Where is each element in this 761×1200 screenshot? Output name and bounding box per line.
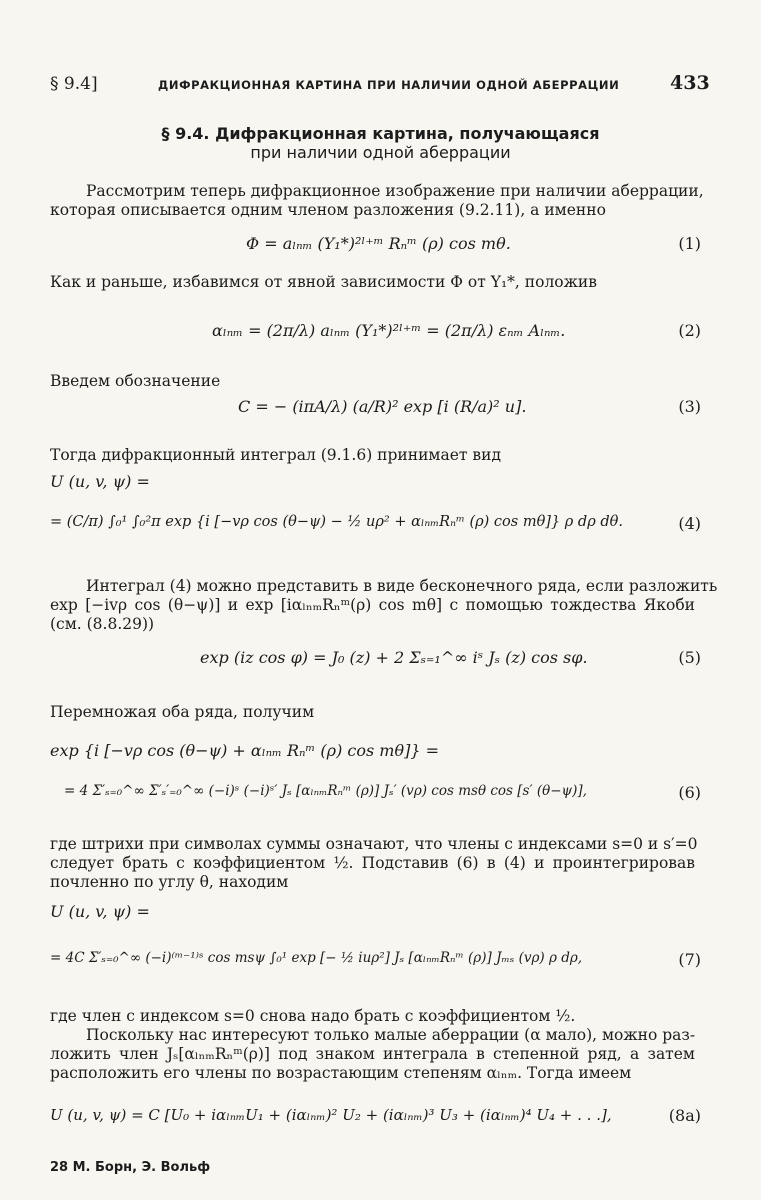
equation-6-lhs: exp {i [−vρ cos (θ−ψ) + αₗₙₘ Rₙᵐ (ρ) cos mθ]} = <box>50 741 440 760</box>
equation-8a: U (u, v, ψ) = C [U₀ + iαₗₙₘU₁ + (iαₗₙₘ)² U₂ + (iαₗₙₘ)³ U₃ + (iαₗₙₘ)⁴ U₄ + . . .], <box>50 1106 612 1124</box>
section-title-line1: § 9.4. Дифракционная картина, получающаяся <box>161 124 600 143</box>
paragraph-9-line-2: ложить член Jₛ[αₗₙₘRₙᵐ(ρ)] под знаком интеграла в степенной ряд, а затем <box>50 1045 695 1063</box>
equation-1: Φ = aₗₙₘ (Y₁*)²ˡ⁺ᵐ Rₙᵐ (ρ) cos mθ. <box>246 234 511 253</box>
equation-7-number: (7) <box>678 950 701 969</box>
equation-6-number: (6) <box>678 783 701 802</box>
footer-signature: 28 М. Борн, Э. Вольф <box>50 1160 211 1175</box>
equation-2-number: (2) <box>678 321 701 340</box>
paragraph-7-line-1: где штрихи при символах суммы означают, что члены с индексами s=0 и s′=0 <box>50 835 698 853</box>
equation-7-lhs: U (u, v, ψ) = <box>50 902 150 921</box>
equation-7-rhs: = 4C Σ′ₛ₌₀^∞ (−i)⁽ᵐ⁻¹⁾ˢ cos msψ ∫₀¹ exp [− ½ iuρ²] Jₛ [αₗₙₘRₙᵐ (ρ)] Jₘₛ (vρ) ρ dρ, <box>50 950 583 966</box>
paragraph-4: Тогда дифракционный интеграл (9.1.6) принимает вид <box>50 446 501 464</box>
paragraph-5-line-1: Интеграл (4) можно представить в виде бесконечного ряда, если разложить <box>86 577 718 595</box>
equation-3-number: (3) <box>678 397 701 416</box>
equation-3: C = − (iπA/λ) (a/R)² exp [i (R/a)² u]. <box>238 397 527 416</box>
header-page-number: 433 <box>670 72 710 94</box>
paragraph-1-line-1: Рассмотрим теперь дифракционное изображение при наличии аберрации, <box>86 182 704 200</box>
equation-6-rhs: = 4 Σ′ₛ₌₀^∞ Σ′ₛ′₌₀^∞ (−i)ˢ (−i)ˢ′ Jₛ [αₗₙₘRₙᵐ (ρ)] Jₛ′ (vρ) cos msθ cos [s′ (θ−ψ)], <box>64 783 587 799</box>
paragraph-5-line-2: exp [−ivρ cos (θ−ψ)] и exp [iαₗₙₘRₙᵐ(ρ) cos mθ] с помощью тождества Якоби <box>50 596 695 614</box>
equation-4-lhs: U (u, v, ψ) = <box>50 472 150 491</box>
paragraph-9-line-3: расположить его члены по возрастающим степеням αₗₙₘ. Тогда имеем <box>50 1064 632 1082</box>
section-title-line2: при наличии одной аберрации <box>250 143 511 162</box>
paragraph-3: Введем обозначение <box>50 372 221 390</box>
equation-5-number: (5) <box>678 648 701 667</box>
equation-8a-number: (8а) <box>668 1106 701 1125</box>
equation-2: αₗₙₘ = (2π/λ) aₗₙₘ (Y₁*)²ˡ⁺ᵐ = (2π/λ) εₙₘ Aₗₙₘ. <box>212 321 566 340</box>
paragraph-1-line-2: которая описывается одним членом разложения (9.2.11), а именно <box>50 201 606 219</box>
paragraph-7-line-3: почленно по углу θ, находим <box>50 873 289 891</box>
equation-4-number: (4) <box>678 514 701 533</box>
header-section: § 9.4] <box>50 74 98 94</box>
equation-4-rhs: = (C/π) ∫₀¹ ∫₀²π exp {i [−vρ cos (θ−ψ) − ½ uρ² + αₗₙₘRₙᵐ (ρ) cos mθ]} ρ dρ dθ. <box>50 514 623 530</box>
paragraph-7-line-2: следует брать с коэффициентом ½. Подставив (6) в (4) и проинтегрировав <box>50 854 695 872</box>
paragraph-8: где член с индексом s=0 снова надо брать с коэффициентом ½. <box>50 1007 576 1025</box>
header-running-title: ДИФРАКЦИОННАЯ КАРТИНА ПРИ НАЛИЧИИ ОДНОЙ АБЕРРАЦИИ <box>158 78 620 92</box>
equation-5: exp (iz cos φ) = J₀ (z) + 2 Σₛ₌₁^∞ iˢ Jₛ (z) cos sφ. <box>200 648 588 667</box>
equation-1-number: (1) <box>678 234 701 253</box>
paragraph-6: Перемножая оба ряда, получим <box>50 703 315 721</box>
paragraph-2: Как и раньше, избавимся от явной зависимости Φ от Y₁*, положив <box>50 273 597 291</box>
paragraph-9-line-1: Поскольку нас интересуют только малые аберрации (α мало), можно раз- <box>86 1026 696 1044</box>
paragraph-5-line-3: (см. (8.8.29)) <box>50 615 155 633</box>
